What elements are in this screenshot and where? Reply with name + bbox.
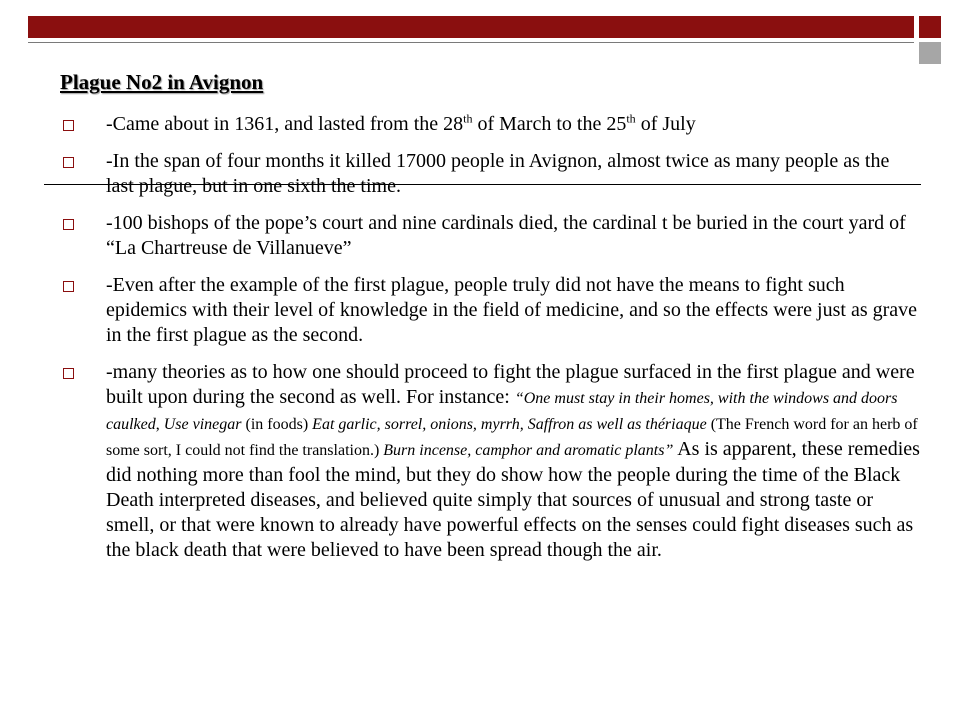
bullet-1-sup-1: th	[463, 111, 473, 126]
bullet-5-text	[106, 361, 920, 561]
bullet-5-intro: -many theories as to how one should proceed to fight the plague surfaced in the first plague and were built upon during the second as well. For instance:	[106, 361, 915, 408]
corner-square-gray	[919, 42, 941, 64]
bullet-item-5	[58, 360, 920, 563]
bullet-item-4	[58, 273, 920, 348]
square-bullet-icon	[63, 219, 74, 230]
square-bullet-icon	[63, 120, 74, 131]
quote-incense: Burn incense, camphor and aromatic plants”	[383, 442, 674, 459]
bullet-5-foods: (in foods)	[241, 416, 313, 433]
bullet-item-2	[58, 149, 920, 199]
bullet-5-french: (The French word for an herb of some sort, I could not find the translation.)	[106, 416, 918, 459]
header-underline	[28, 42, 914, 43]
bullet-list	[58, 112, 920, 575]
slide-title: Plague No2 in Avignon	[60, 70, 264, 94]
quote-vinegar: Use vinegar	[163, 416, 242, 433]
corner-square-red	[919, 16, 941, 38]
bullet-1-part-3: of July	[635, 113, 696, 135]
quote-stay-home: “One must stay in their homes, with the windows and doors caulked	[106, 390, 898, 433]
square-bullet-icon	[63, 157, 74, 168]
bullet-1-sup-2: th	[626, 111, 636, 126]
bullet-4-text: -Even after the example of the first plague, people truly did not have the means to fight such epidemics with their level of knowledge in the field of medicine, and so the effects were just as grave in the first plague as the second.	[106, 274, 918, 346]
bullet-2-text: -In the span of four months it killed 17000 people in Avignon, almost twice as many people as the last plague, but in one sixth the time.	[106, 150, 890, 197]
header-bar	[28, 16, 914, 38]
bullet-1-part-1: -Came about in 1361, and lasted from the 28	[106, 113, 464, 135]
bullet-3-text: -100 bishops of the pope’s court and nine cardinals died, the cardinal t be buried in the court yard of “La Chartreuse de Villanueve”	[106, 212, 906, 259]
bullet-1-part-2: of March to the 25	[472, 113, 627, 135]
quote-garlic: Eat garlic, sorrel, onions, myrrh, Saffron as well as thériaque	[312, 416, 707, 433]
square-bullet-icon	[63, 281, 74, 292]
square-bullet-icon	[63, 368, 74, 379]
bullet-item-1	[58, 112, 920, 137]
bullet-5-conclusion: As is apparent, these remedies did nothing more than fool the mind, but they do show how the people during the time of the Black Death interpreted diseases, and believed quite simply that sources of unusual and strong taste or smell, or that were known to already have powerful effects on the senses could fight diseases such as the black death that were believed to have been spread though the air.	[106, 438, 920, 561]
bullet-5-sep: ,	[155, 416, 164, 433]
bullet-1-text	[106, 113, 696, 135]
bullet-item-3	[58, 211, 920, 261]
